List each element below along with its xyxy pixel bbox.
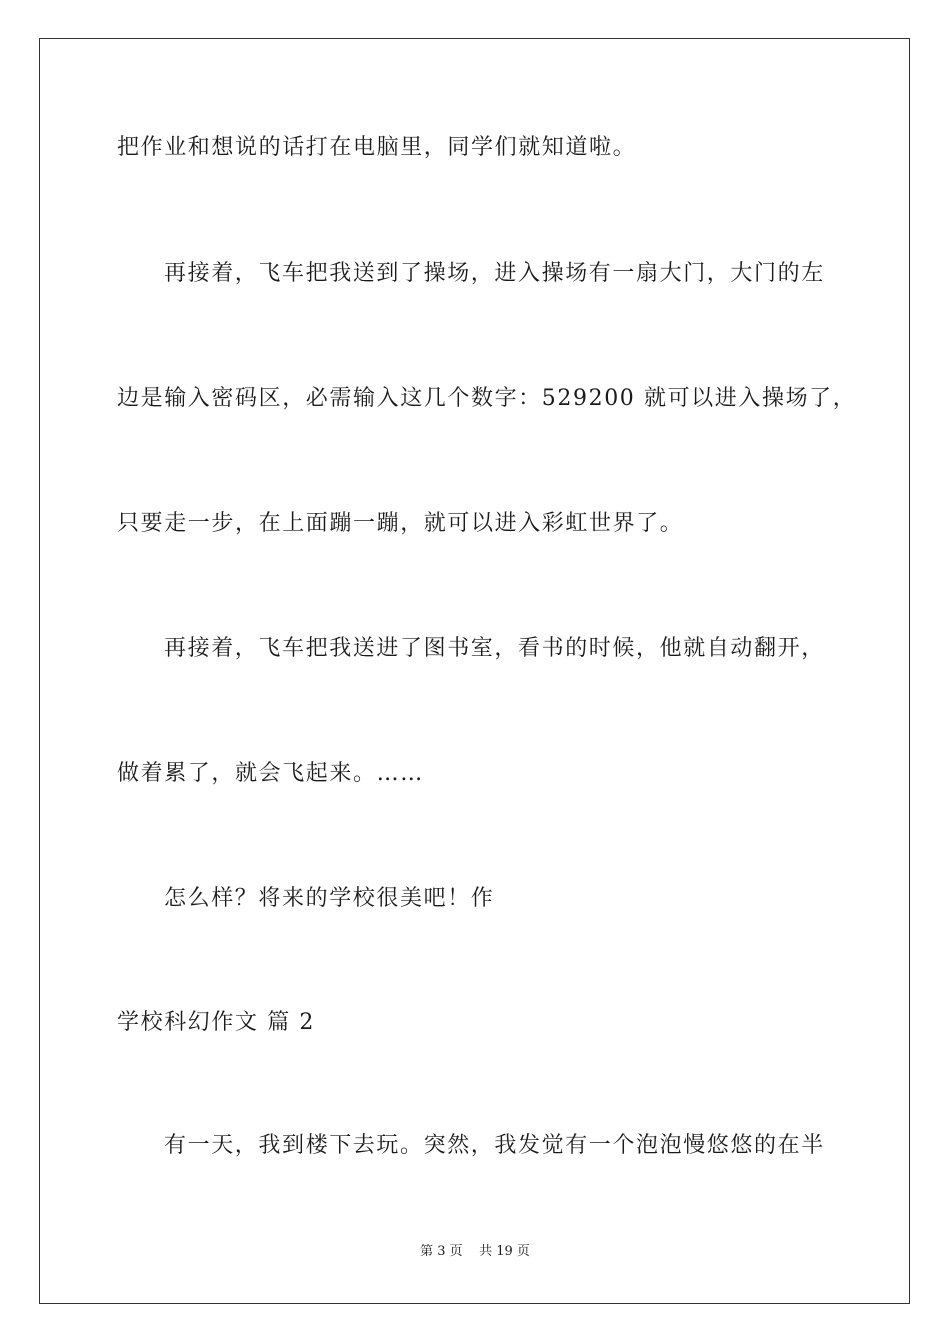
body-text-line: 边是输入密码区，必需输入这几个数字：529200 就可以进入操场了， [117,386,857,411]
body-text-line: 做着累了，就会飞起来。…… [117,761,424,786]
body-text-line: 把作业和想说的话打在电脑里，同学们就知道啦。 [117,135,637,160]
page-border [39,38,910,1304]
paragraph-first-line: 再接着，飞车把我送进了图书室，看书的时候，他就自动翻开， [164,636,825,661]
paragraph-first-line: 有一天，我到楼下去玩。突然，我发觉有一个泡泡慢悠悠的在半 [164,1133,825,1158]
section-heading: 学校科幻作文 篇 2 [117,1010,315,1035]
paragraph-first-line: 再接着，飞车把我送到了操场，进入操场有一扇大门，大门的左 [164,261,825,286]
page-footer: 第 3 页 共 19 页 [420,1244,530,1259]
paragraph-first-line: 怎么样？将来的学校很美吧！作 [164,886,495,911]
body-text-line: 只要走一步，在上面蹦一蹦，就可以进入彩虹世界了。 [117,511,684,536]
